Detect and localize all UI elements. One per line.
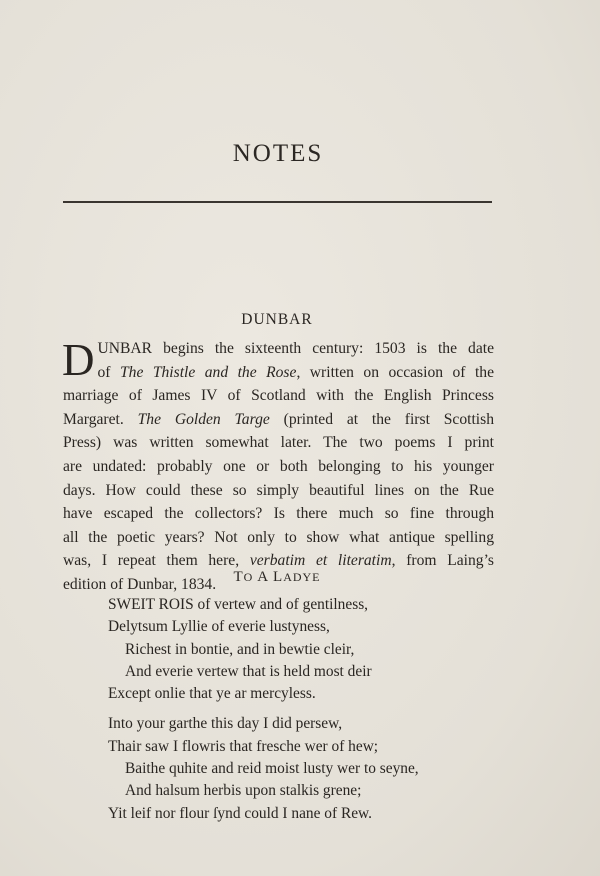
page-title: NOTES [232,140,324,167]
prose-line: marriage of James IV of Scotland with the English Princess [63,387,494,405]
poem [108,594,508,825]
prose-line: all the poetic years? Not only to show what antique spelling [63,528,494,546]
section-heading: DUNBAR [241,311,313,328]
prose-line: are undated: probably one or both belonging to his younger [63,457,494,475]
poem-line: Baithe quhite and reid moist lusty wer to seyne, [125,760,419,778]
prose-paragraph [63,337,494,597]
poem-line: Except onlie that ye ar mercyless. [108,685,316,703]
poem-line: And everie vertew that is held most deir [125,662,372,680]
prose-line: Press) was written somewhat later. The two poems I print [63,434,494,452]
prose-line: have escaped the collectors? Is there much so fine through [63,505,494,523]
poem-line: SWEIT ROIS of vertew and of gentilness, [108,596,369,613]
prose-line: Margaret. The Golden Targe (printed at the first Scottish [63,410,494,428]
poem-line: Into your garthe this day I did persew, [108,715,343,733]
poem-line: Richest in bontie, and in bewtie cleir, [125,640,355,658]
work-title: The Thistle and the Rose [119,363,297,381]
drop-cap: D [62,335,95,385]
poem-title: TO A LADYE [233,569,321,585]
prose-line: edition of Dunbar, 1834. [63,575,217,593]
stanza-break [108,705,508,713]
prose-line: was, I repeat them here, verbatim et literatim, from Laing’s [63,552,494,570]
title-rule [63,201,492,203]
prose-line: of The Thistle and the Rose, written on occasion of the [97,363,495,381]
poem-line: Yit leif nor flour ſynd could I nane of Rew. [108,804,372,822]
latin-phrase: verbatim et literatim [249,552,392,570]
poem-line: And halsum herbis upon stalkis grene; [125,782,362,800]
prose-line: days. How could these so simply beautiful lines on the Rue [63,481,494,499]
work-title: The Golden Targe [137,410,270,428]
poem-line: Delytsum Lyllie of everie lustyness, [108,618,330,636]
prose-line: UNBAR begins the sixteenth century: 1503 is the date [97,340,494,357]
poem-line: Thair saw I flowris that fresche wer of hew; [108,737,379,755]
